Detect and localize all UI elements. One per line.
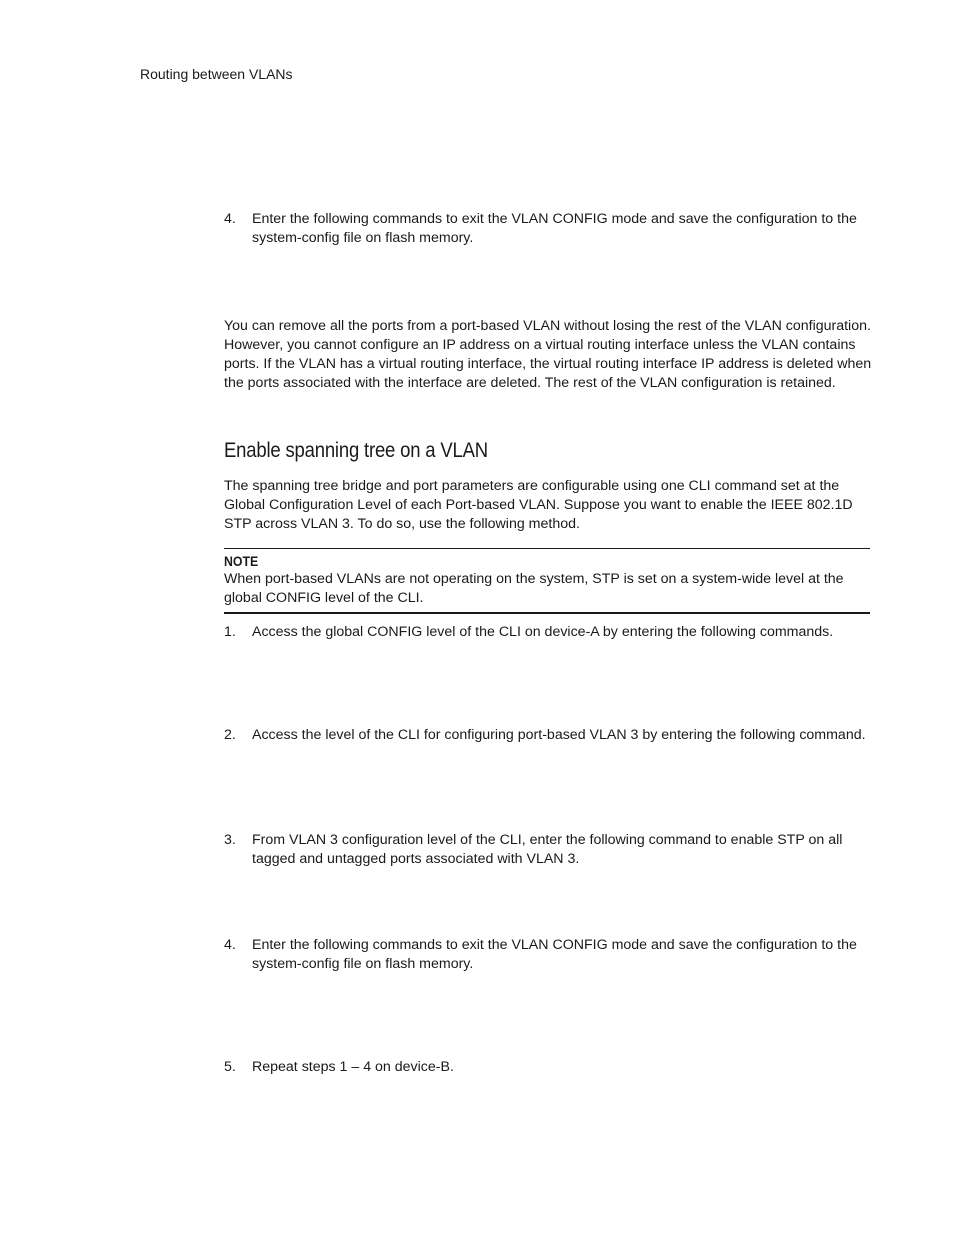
- step-number: 4.: [224, 211, 236, 227]
- step-number: 3.: [224, 832, 236, 848]
- note-label: NOTE: [224, 553, 259, 569]
- step-4-top: [224, 210, 872, 248]
- step-3: [224, 831, 872, 869]
- step-text: Access the global CONFIG level of the CLI on device-A by entering the following commands.: [252, 624, 834, 640]
- note-text: When port-based VLANs are not operating on the system, STP is set on a system-wide level at the global CONFIG level of the CLI.: [224, 571, 844, 606]
- remove-ports-paragraph: You can remove all the ports from a port-based VLAN without losing the rest of the VLAN configuration. However, you cannot configure an IP address on a virtual routing interface unless the VLAN contains ports. If the VLAN has a virtual routing interface, the virtual routing interface IP address is deleted when the ports associated with the interface are deleted. The rest of the VLAN configuration is retained.: [224, 318, 872, 391]
- step-4: [224, 936, 872, 974]
- step-1: [224, 623, 872, 642]
- section-heading: Enable spanning tree on a VLAN: [224, 439, 488, 462]
- step-5: [224, 1058, 872, 1077]
- step-text: From VLAN 3 configuration level of the CLI, enter the following command to enable STP on all tagged and untagged ports associated with VLAN 3.: [252, 832, 843, 867]
- step-text: Enter the following commands to exit the VLAN CONFIG mode and save the configuration to the system-config file on flash memory.: [252, 937, 857, 972]
- step-number: 4.: [224, 937, 236, 953]
- section-intro: The spanning tree bridge and port parameters are configurable using one CLI command set at the Global Configuration Level of each Port-based VLAN. Suppose you want to enable the IEEE 802.1D STP across VLAN 3. To do so, use the following method.: [224, 478, 853, 532]
- step-text: Access the level of the CLI for configuring port-based VLAN 3 by entering the following command.: [252, 727, 866, 743]
- step-text: Enter the following commands to exit the VLAN CONFIG mode and save the configuration to the system-config file on flash memory.: [252, 211, 857, 246]
- step-number: 5.: [224, 1059, 236, 1075]
- step-text: Repeat steps 1 – 4 on device-B.: [252, 1059, 454, 1075]
- step-number: 2.: [224, 727, 236, 743]
- step-2: [224, 726, 872, 745]
- step-number: 1.: [224, 624, 236, 640]
- note-box: [224, 548, 870, 614]
- running-header: Routing between VLANs: [140, 66, 293, 82]
